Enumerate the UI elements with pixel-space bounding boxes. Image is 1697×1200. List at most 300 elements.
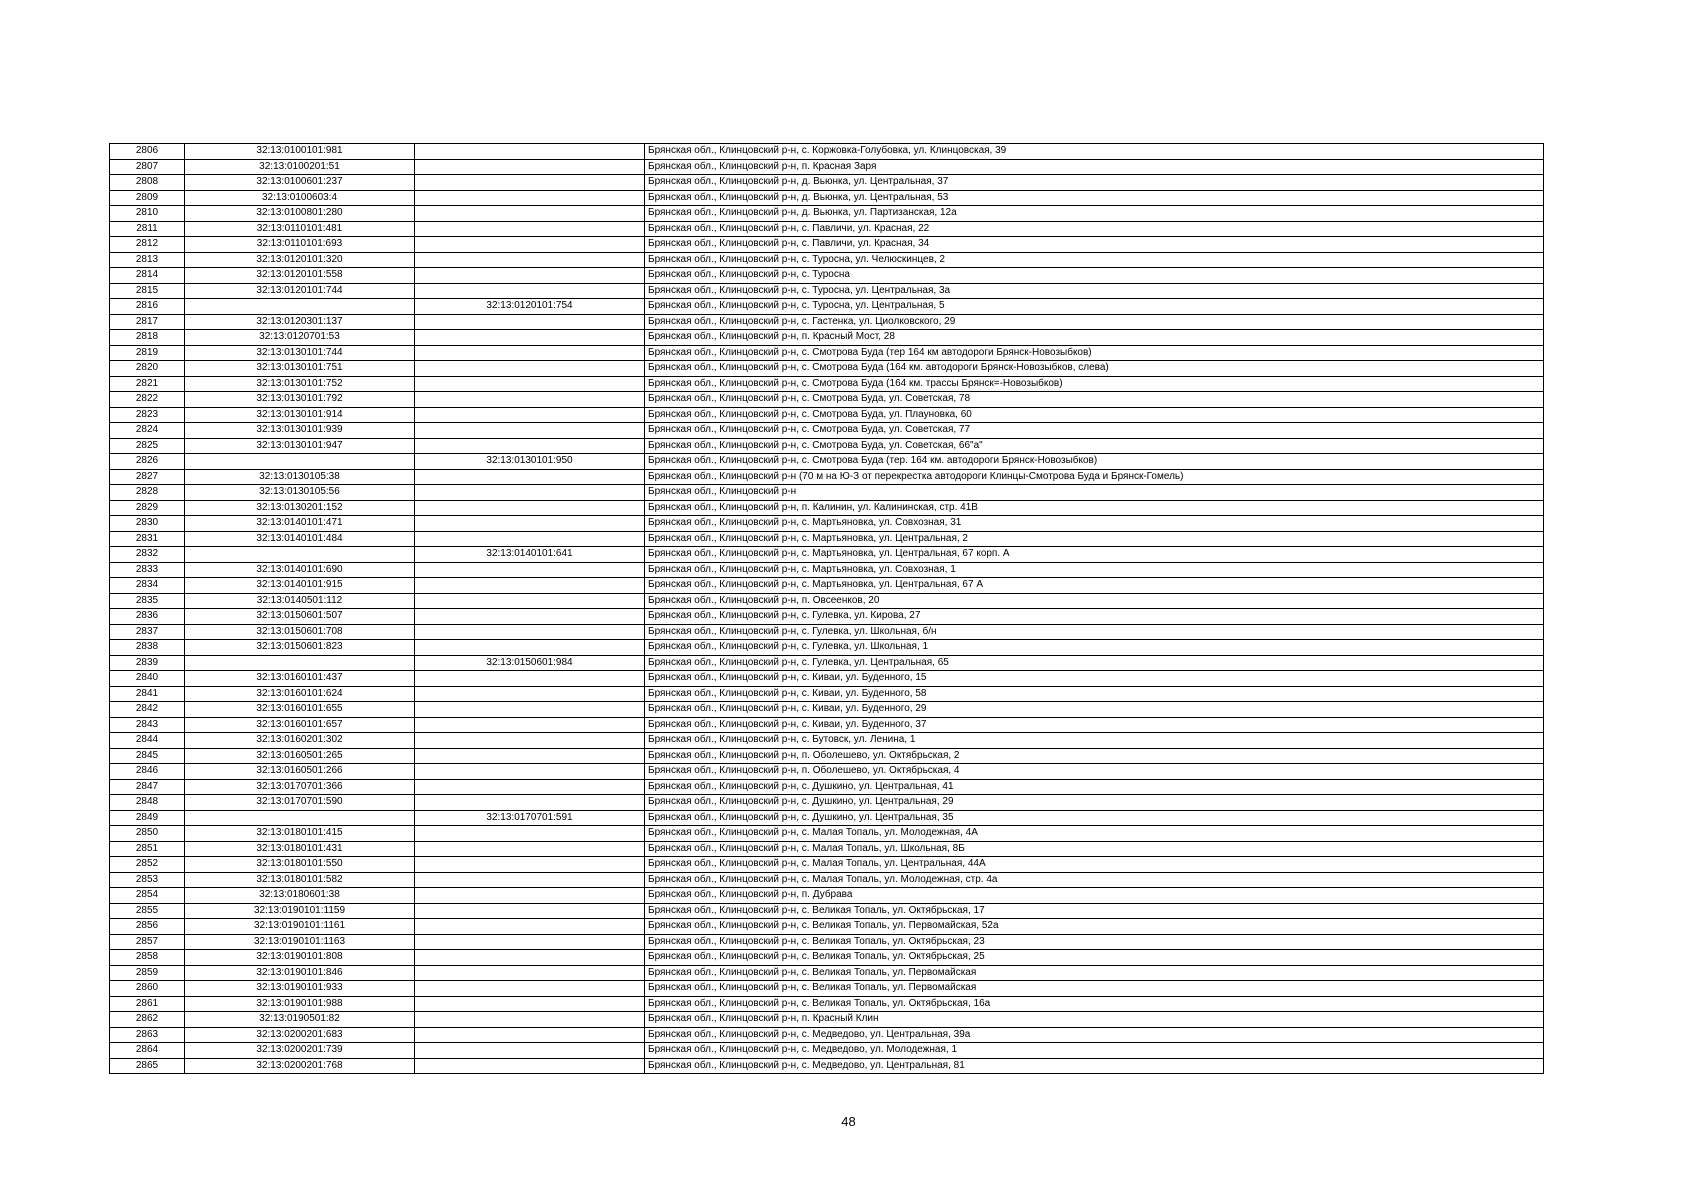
cadastral-number-alt-cell — [415, 1027, 645, 1043]
table-row — [110, 159, 1544, 175]
address-cell: Брянская обл., Клинцовский р-н (70 м на Ю-З от перекрестка автодороги Клинцы-Смотрова Буда и Брянск-Гомель) — [645, 469, 1544, 485]
cadastral-number-cell: 32:13:0130101:752 — [185, 376, 415, 392]
row-number-cell: 2844 — [110, 733, 185, 749]
cadastral-number-alt-cell — [415, 500, 645, 516]
cadastral-number-cell: 32:13:0140101:471 — [185, 516, 415, 532]
cadastral-number-alt-cell — [415, 1012, 645, 1028]
table-row — [110, 283, 1544, 299]
row-number-cell: 2827 — [110, 469, 185, 485]
table-row — [110, 810, 1544, 826]
row-number-cell: 2814 — [110, 268, 185, 284]
cadastral-number-alt-cell — [415, 950, 645, 966]
table-row — [110, 965, 1544, 981]
cadastral-number-cell: 32:13:0140101:915 — [185, 578, 415, 594]
row-number-cell: 2851 — [110, 841, 185, 857]
address-cell: Брянская обл., Клинцовский р-н, п. Овсеенков, 20 — [645, 593, 1544, 609]
cadastral-number-cell: 32:13:0120101:558 — [185, 268, 415, 284]
row-number-cell: 2812 — [110, 237, 185, 253]
cadastral-number-cell: 32:13:0130201:152 — [185, 500, 415, 516]
row-number-cell: 2823 — [110, 407, 185, 423]
table-row — [110, 345, 1544, 361]
table-row — [110, 485, 1544, 501]
cadastral-number-cell: 32:13:0200201:739 — [185, 1043, 415, 1059]
address-cell: Брянская обл., Клинцовский р-н, с. Туросна, ул. Центральная, 3а — [645, 283, 1544, 299]
address-cell: Брянская обл., Клинцовский р-н, с. Великая Топаль, ул. Октябрьская, 23 — [645, 934, 1544, 950]
cadastral-number-alt-cell — [415, 1058, 645, 1074]
row-number-cell: 2808 — [110, 175, 185, 191]
cadastral-number-alt-cell — [415, 438, 645, 454]
table-row — [110, 1043, 1544, 1059]
row-number-cell: 2821 — [110, 376, 185, 392]
cadastral-number-alt-cell — [415, 330, 645, 346]
table-row — [110, 888, 1544, 904]
address-cell: Брянская обл., Клинцовский р-н, п. Красный Мост, 28 — [645, 330, 1544, 346]
cadastral-number-alt-cell — [415, 671, 645, 687]
table-row — [110, 640, 1544, 656]
table-row — [110, 872, 1544, 888]
table-row — [110, 996, 1544, 1012]
address-cell: Брянская обл., Клинцовский р-н, п. Калинин, ул. Калининская, стр. 41В — [645, 500, 1544, 516]
cadastral-number-cell: 32:13:0130101:792 — [185, 392, 415, 408]
row-number-cell: 2825 — [110, 438, 185, 454]
table-row — [110, 655, 1544, 671]
cadastral-number-alt-cell — [415, 795, 645, 811]
row-number-cell: 2810 — [110, 206, 185, 222]
cadastral-number-cell: 32:13:0190101:846 — [185, 965, 415, 981]
table-row — [110, 717, 1544, 733]
table-row — [110, 578, 1544, 594]
address-cell: Брянская обл., Клинцовский р-н, с. Душкино, ул. Центральная, 29 — [645, 795, 1544, 811]
cadastral-number-alt-cell — [415, 624, 645, 640]
table-row — [110, 981, 1544, 997]
cadastral-number-alt-cell — [415, 872, 645, 888]
table-row — [110, 237, 1544, 253]
address-cell: Брянская обл., Клинцовский р-н, п. Красная Заря — [645, 159, 1544, 175]
row-number-cell: 2843 — [110, 717, 185, 733]
cadastral-number-cell: 32:13:0130105:38 — [185, 469, 415, 485]
row-number-cell: 2828 — [110, 485, 185, 501]
table-row — [110, 330, 1544, 346]
cadastral-number-cell: 32:13:0140101:484 — [185, 531, 415, 547]
row-number-cell: 2831 — [110, 531, 185, 547]
address-cell: Брянская обл., Клинцовский р-н, с. Туросна, ул. Центральная, 5 — [645, 299, 1544, 315]
cadastral-table — [109, 143, 1544, 1074]
row-number-cell: 2833 — [110, 562, 185, 578]
row-number-cell: 2834 — [110, 578, 185, 594]
cadastral-number-cell: 32:13:0180101:415 — [185, 826, 415, 842]
cadastral-number-cell — [185, 547, 415, 563]
table-row — [110, 376, 1544, 392]
address-cell: Брянская обл., Клинцовский р-н, с. Киваи, ул. Буденного, 29 — [645, 702, 1544, 718]
table-row — [110, 779, 1544, 795]
cadastral-number-cell — [185, 454, 415, 470]
row-number-cell: 2852 — [110, 857, 185, 873]
cadastral-number-alt-cell — [415, 919, 645, 935]
table-row — [110, 562, 1544, 578]
cadastral-number-cell: 32:13:0190101:808 — [185, 950, 415, 966]
address-cell: Брянская обл., Клинцовский р-н, с. Великая Топаль, ул. Октябрьская, 17 — [645, 903, 1544, 919]
cadastral-number-cell: 32:13:0170701:590 — [185, 795, 415, 811]
address-cell: Брянская обл., Клинцовский р-н, с. Смотрова Буда (тер 164 км автодороги Брянск-Новозыбков) — [645, 345, 1544, 361]
cadastral-number-cell: 32:13:0190101:988 — [185, 996, 415, 1012]
cadastral-number-alt-cell — [415, 934, 645, 950]
address-cell: Брянская обл., Клинцовский р-н, с. Великая Топаль, ул. Первомайская, 52а — [645, 919, 1544, 935]
cadastral-number-cell: 32:13:0100101:981 — [185, 144, 415, 160]
cadastral-number-alt-cell — [415, 159, 645, 175]
cadastral-number-alt-cell — [415, 965, 645, 981]
cadastral-number-cell: 32:13:0130101:939 — [185, 423, 415, 439]
cadastral-number-alt-cell — [415, 237, 645, 253]
address-cell: Брянская обл., Клинцовский р-н, с. Мартьяновка, ул. Центральная, 67 А — [645, 578, 1544, 594]
table-row — [110, 671, 1544, 687]
cadastral-number-cell: 32:13:0120301:137 — [185, 314, 415, 330]
cadastral-number-cell: 32:13:0110101:481 — [185, 221, 415, 237]
cadastral-number-alt-cell — [415, 779, 645, 795]
cadastral-number-cell: 32:13:0100601:237 — [185, 175, 415, 191]
row-number-cell: 2809 — [110, 190, 185, 206]
row-number-cell: 2863 — [110, 1027, 185, 1043]
cadastral-number-cell: 32:13:0170701:366 — [185, 779, 415, 795]
table-row — [110, 547, 1544, 563]
table-row — [110, 1027, 1544, 1043]
row-number-cell: 2832 — [110, 547, 185, 563]
table-row — [110, 593, 1544, 609]
cadastral-number-alt-cell — [415, 1043, 645, 1059]
cadastral-number-cell: 32:13:0190101:1161 — [185, 919, 415, 935]
row-number-cell: 2811 — [110, 221, 185, 237]
table-row — [110, 609, 1544, 625]
address-cell: Брянская обл., Клинцовский р-н, с. Малая Топаль, ул. Молодежная, стр. 4а — [645, 872, 1544, 888]
address-cell: Брянская обл., Клинцовский р-н, с. Туросна, ул. Челюскинцев, 2 — [645, 252, 1544, 268]
cadastral-number-cell: 32:13:0140101:690 — [185, 562, 415, 578]
row-number-cell: 2846 — [110, 764, 185, 780]
cadastral-number-cell: 32:13:0120101:320 — [185, 252, 415, 268]
address-cell: Брянская обл., Клинцовский р-н, с. Киваи, ул. Буденного, 58 — [645, 686, 1544, 702]
cadastral-number-alt-cell: 32:13:0170701:591 — [415, 810, 645, 826]
cadastral-number-cell: 32:13:0160101:657 — [185, 717, 415, 733]
address-cell: Брянская обл., Клинцовский р-н, с. Гулевка, ул. Школьная, 1 — [645, 640, 1544, 656]
address-cell: Брянская обл., Клинцовский р-н, д. Вьюнка, ул. Центральная, 53 — [645, 190, 1544, 206]
row-number-cell: 2816 — [110, 299, 185, 315]
cadastral-number-cell — [185, 655, 415, 671]
cadastral-number-cell: 32:13:0200201:768 — [185, 1058, 415, 1074]
cadastral-number-alt-cell — [415, 981, 645, 997]
address-cell: Брянская обл., Клинцовский р-н, с. Гулевка, ул. Кирова, 27 — [645, 609, 1544, 625]
address-cell: Брянская обл., Клинцовский р-н, с. Смотрова Буда, ул. Советская, 78 — [645, 392, 1544, 408]
row-number-cell: 2835 — [110, 593, 185, 609]
address-cell: Брянская обл., Клинцовский р-н, с. Смотрова Буда (тер. 164 км. автодороги Брянск-Новозыбков) — [645, 454, 1544, 470]
cadastral-number-cell: 32:13:0180601:38 — [185, 888, 415, 904]
cadastral-number-alt-cell — [415, 764, 645, 780]
cadastral-number-alt-cell — [415, 748, 645, 764]
address-cell: Брянская обл., Клинцовский р-н, с. Малая Топаль, ул. Центральная, 44А — [645, 857, 1544, 873]
row-number-cell: 2838 — [110, 640, 185, 656]
cadastral-number-cell: 32:13:0190101:1159 — [185, 903, 415, 919]
address-cell: Брянская обл., Клинцовский р-н, с. Павличи, ул. Красная, 22 — [645, 221, 1544, 237]
table-row — [110, 702, 1544, 718]
address-cell: Брянская обл., Клинцовский р-н, с. Киваи, ул. Буденного, 15 — [645, 671, 1544, 687]
cadastral-number-cell: 32:13:0190101:933 — [185, 981, 415, 997]
cadastral-number-cell: 32:13:0160101:624 — [185, 686, 415, 702]
address-cell: Брянская обл., Клинцовский р-н — [645, 485, 1544, 501]
table-row — [110, 934, 1544, 950]
row-number-cell: 2819 — [110, 345, 185, 361]
address-cell: Брянская обл., Клинцовский р-н, с. Малая Топаль, ул. Школьная, 8Б — [645, 841, 1544, 857]
address-cell: Брянская обл., Клинцовский р-н, с. Великая Топаль, ул. Первомайская — [645, 981, 1544, 997]
address-cell: Брянская обл., Клинцовский р-н, п. Оболешево, ул. Октябрьская, 4 — [645, 764, 1544, 780]
row-number-cell: 2806 — [110, 144, 185, 160]
row-number-cell: 2845 — [110, 748, 185, 764]
address-cell: Брянская обл., Клинцовский р-н, д. Вьюнка, ул. Партизанская, 12а — [645, 206, 1544, 222]
cadastral-number-alt-cell — [415, 531, 645, 547]
address-cell: Брянская обл., Клинцовский р-н, с. Медведово, ул. Центральная, 39а — [645, 1027, 1544, 1043]
address-cell: Брянская обл., Клинцовский р-н, с. Смотрова Буда, ул. Советская, 66"а" — [645, 438, 1544, 454]
table-row — [110, 733, 1544, 749]
table-row — [110, 392, 1544, 408]
cadastral-number-alt-cell — [415, 252, 645, 268]
row-number-cell: 2807 — [110, 159, 185, 175]
cadastral-number-cell: 32:13:0130101:744 — [185, 345, 415, 361]
table-row — [110, 221, 1544, 237]
cadastral-number-alt-cell — [415, 361, 645, 377]
cadastral-number-cell: 32:13:0100603:4 — [185, 190, 415, 206]
cadastral-number-alt-cell — [415, 609, 645, 625]
table-row — [110, 206, 1544, 222]
row-number-cell: 2854 — [110, 888, 185, 904]
table-row — [110, 686, 1544, 702]
row-number-cell: 2836 — [110, 609, 185, 625]
table-row — [110, 1058, 1544, 1074]
cadastral-number-cell: 32:13:0150601:507 — [185, 609, 415, 625]
cadastral-number-alt-cell: 32:13:0150601:984 — [415, 655, 645, 671]
row-number-cell: 2861 — [110, 996, 185, 1012]
cadastral-number-alt-cell — [415, 733, 645, 749]
cadastral-number-cell: 32:13:0190101:1163 — [185, 934, 415, 950]
table-row — [110, 841, 1544, 857]
cadastral-number-alt-cell — [415, 888, 645, 904]
cadastral-number-alt-cell — [415, 190, 645, 206]
table-row — [110, 268, 1544, 284]
table-row — [110, 314, 1544, 330]
address-cell: Брянская обл., Клинцовский р-н, с. Смотрова Буда (164 км. трассы Брянск=-Новозыбков) — [645, 376, 1544, 392]
cadastral-number-cell: 32:13:0100201:51 — [185, 159, 415, 175]
row-number-cell: 2858 — [110, 950, 185, 966]
address-cell: Брянская обл., Клинцовский р-н, с. Медведово, ул. Центральная, 81 — [645, 1058, 1544, 1074]
address-cell: Брянская обл., Клинцовский р-н, с. Гулевка, ул. Центральная, 65 — [645, 655, 1544, 671]
cadastral-number-cell: 32:13:0160501:265 — [185, 748, 415, 764]
address-cell: Брянская обл., Клинцовский р-н, с. Мартьяновка, ул. Центральная, 2 — [645, 531, 1544, 547]
address-cell: Брянская обл., Клинцовский р-н, с. Великая Топаль, ул. Октябрьская, 25 — [645, 950, 1544, 966]
cadastral-number-cell: 32:13:0120701:53 — [185, 330, 415, 346]
cadastral-number-alt-cell — [415, 345, 645, 361]
cadastral-number-cell: 32:13:0160101:437 — [185, 671, 415, 687]
cadastral-number-alt-cell — [415, 996, 645, 1012]
row-number-cell: 2817 — [110, 314, 185, 330]
cadastral-number-cell: 32:13:0180101:550 — [185, 857, 415, 873]
row-number-cell: 2813 — [110, 252, 185, 268]
row-number-cell: 2842 — [110, 702, 185, 718]
row-number-cell: 2841 — [110, 686, 185, 702]
cadastral-number-alt-cell — [415, 485, 645, 501]
table-row — [110, 454, 1544, 470]
row-number-cell: 2847 — [110, 779, 185, 795]
cadastral-number-alt-cell: 32:13:0130101:950 — [415, 454, 645, 470]
cadastral-number-cell: 32:13:0150601:708 — [185, 624, 415, 640]
cadastral-number-alt-cell: 32:13:0140101:641 — [415, 547, 645, 563]
cadastral-number-alt-cell — [415, 686, 645, 702]
row-number-cell: 2848 — [110, 795, 185, 811]
table-row — [110, 764, 1544, 780]
table-row — [110, 826, 1544, 842]
cadastral-number-alt-cell — [415, 578, 645, 594]
cadastral-number-alt-cell — [415, 392, 645, 408]
address-cell: Брянская обл., Клинцовский р-н, с. Гастенка, ул. Циолковского, 29 — [645, 314, 1544, 330]
cadastral-number-alt-cell — [415, 857, 645, 873]
address-cell: Брянская обл., Клинцовский р-н, с. Малая Топаль, ул. Молодежная, 4А — [645, 826, 1544, 842]
cadastral-number-alt-cell — [415, 221, 645, 237]
cadastral-number-alt-cell: 32:13:0120101:754 — [415, 299, 645, 315]
cadastral-number-alt-cell — [415, 903, 645, 919]
cadastral-number-cell: 32:13:0150601:823 — [185, 640, 415, 656]
cadastral-number-alt-cell — [415, 423, 645, 439]
table-row — [110, 857, 1544, 873]
address-cell: Брянская обл., Клинцовский р-н, с. Киваи, ул. Буденного, 37 — [645, 717, 1544, 733]
table-row — [110, 299, 1544, 315]
cadastral-number-cell: 32:13:0130101:751 — [185, 361, 415, 377]
table-row — [110, 423, 1544, 439]
row-number-cell: 2860 — [110, 981, 185, 997]
cadastral-number-cell: 32:13:0180101:431 — [185, 841, 415, 857]
address-cell: Брянская обл., Клинцовский р-н, с. Медведово, ул. Молодежная, 1 — [645, 1043, 1544, 1059]
cadastral-number-alt-cell — [415, 268, 645, 284]
table-row — [110, 748, 1544, 764]
address-cell: Брянская обл., Клинцовский р-н, с. Душкино, ул. Центральная, 35 — [645, 810, 1544, 826]
cadastral-number-alt-cell — [415, 175, 645, 191]
address-cell: Брянская обл., Клинцовский р-н, п. Дубрава — [645, 888, 1544, 904]
table-row — [110, 1012, 1544, 1028]
cadastral-number-cell: 32:13:0130105:56 — [185, 485, 415, 501]
row-number-cell: 2856 — [110, 919, 185, 935]
table-row — [110, 361, 1544, 377]
address-cell: Брянская обл., Клинцовский р-н, с. Великая Топаль, ул. Первомайская — [645, 965, 1544, 981]
address-cell: Брянская обл., Клинцовский р-н, с. Мартьяновка, ул. Совхозная, 1 — [645, 562, 1544, 578]
cadastral-number-alt-cell — [415, 283, 645, 299]
table-row — [110, 144, 1544, 160]
cadastral-number-alt-cell — [415, 593, 645, 609]
address-cell: Брянская обл., Клинцовский р-н, с. Туросна — [645, 268, 1544, 284]
table-row — [110, 407, 1544, 423]
address-cell: Брянская обл., Клинцовский р-н, с. Смотрова Буда (164 км. автодороги Брянск-Новозыбков, слева) — [645, 361, 1544, 377]
address-cell: Брянская обл., Клинцовский р-н, с. Бутовск, ул. Ленина, 1 — [645, 733, 1544, 749]
cadastral-number-cell: 32:13:0180101:582 — [185, 872, 415, 888]
page-number: 48 — [841, 1114, 856, 1129]
row-number-cell: 2826 — [110, 454, 185, 470]
row-number-cell: 2857 — [110, 934, 185, 950]
cadastral-number-alt-cell — [415, 407, 645, 423]
cadastral-number-alt-cell — [415, 314, 645, 330]
cadastral-number-alt-cell — [415, 640, 645, 656]
cadastral-number-cell: 32:13:0160101:655 — [185, 702, 415, 718]
cadastral-number-cell: 32:13:0100801:280 — [185, 206, 415, 222]
row-number-cell: 2818 — [110, 330, 185, 346]
address-cell: Брянская обл., Клинцовский р-н, д. Вьюнка, ул. Центральная, 37 — [645, 175, 1544, 191]
row-number-cell: 2859 — [110, 965, 185, 981]
table-row — [110, 500, 1544, 516]
address-cell: Брянская обл., Клинцовский р-н, с. Смотрова Буда, ул. Плауновка, 60 — [645, 407, 1544, 423]
cadastral-number-alt-cell — [415, 562, 645, 578]
table-row — [110, 531, 1544, 547]
cadastral-number-alt-cell — [415, 469, 645, 485]
cadastral-number-cell: 32:13:0110101:693 — [185, 237, 415, 253]
table-row — [110, 795, 1544, 811]
cadastral-number-alt-cell — [415, 826, 645, 842]
address-cell: Брянская обл., Клинцовский р-н, с. Мартьяновка, ул. Центральная, 67 корп. А — [645, 547, 1544, 563]
cadastral-number-cell: 32:13:0140501:112 — [185, 593, 415, 609]
address-cell: Брянская обл., Клинцовский р-н, с. Павличи, ул. Красная, 34 — [645, 237, 1544, 253]
cadastral-number-alt-cell — [415, 516, 645, 532]
row-number-cell: 2849 — [110, 810, 185, 826]
address-cell: Брянская обл., Клинцовский р-н, с. Великая Топаль, ул. Октябрьская, 16а — [645, 996, 1544, 1012]
table-row — [110, 624, 1544, 640]
cadastral-number-cell: 32:13:0130101:947 — [185, 438, 415, 454]
row-number-cell: 2853 — [110, 872, 185, 888]
address-cell: Брянская обл., Клинцовский р-н, с. Коржовка-Голубовка, ул. Клинцовская, 39 — [645, 144, 1544, 160]
table-row — [110, 903, 1544, 919]
address-cell: Брянская обл., Клинцовский р-н, с. Душкино, ул. Центральная, 41 — [645, 779, 1544, 795]
cadastral-number-cell: 32:13:0120101:744 — [185, 283, 415, 299]
cadastral-number-alt-cell — [415, 702, 645, 718]
table-row — [110, 252, 1544, 268]
cadastral-number-alt-cell — [415, 144, 645, 160]
row-number-cell: 2839 — [110, 655, 185, 671]
row-number-cell: 2829 — [110, 500, 185, 516]
row-number-cell: 2837 — [110, 624, 185, 640]
table-row — [110, 190, 1544, 206]
cadastral-number-alt-cell — [415, 717, 645, 733]
cadastral-number-cell — [185, 810, 415, 826]
row-number-cell: 2820 — [110, 361, 185, 377]
table-row — [110, 950, 1544, 966]
table-row — [110, 175, 1544, 191]
row-number-cell: 2850 — [110, 826, 185, 842]
row-number-cell: 2824 — [110, 423, 185, 439]
cadastral-number-alt-cell — [415, 841, 645, 857]
table-row — [110, 438, 1544, 454]
table-row — [110, 919, 1544, 935]
row-number-cell: 2865 — [110, 1058, 185, 1074]
cadastral-number-cell: 32:13:0200201:683 — [185, 1027, 415, 1043]
address-cell: Брянская обл., Клинцовский р-н, п. Красный Клин — [645, 1012, 1544, 1028]
address-cell: Брянская обл., Клинцовский р-н, с. Смотрова Буда, ул. Советская, 77 — [645, 423, 1544, 439]
cadastral-number-cell: 32:13:0190501:82 — [185, 1012, 415, 1028]
row-number-cell: 2855 — [110, 903, 185, 919]
table-body — [110, 144, 1544, 1074]
address-cell: Брянская обл., Клинцовский р-н, п. Оболешево, ул. Октябрьская, 2 — [645, 748, 1544, 764]
row-number-cell: 2864 — [110, 1043, 185, 1059]
row-number-cell: 2815 — [110, 283, 185, 299]
address-cell: Брянская обл., Клинцовский р-н, с. Гулевка, ул. Школьная, б/н — [645, 624, 1544, 640]
row-number-cell: 2862 — [110, 1012, 185, 1028]
cadastral-number-cell: 32:13:0160501:266 — [185, 764, 415, 780]
cadastral-number-alt-cell — [415, 376, 645, 392]
row-number-cell: 2840 — [110, 671, 185, 687]
cadastral-number-cell: 32:13:0160201:302 — [185, 733, 415, 749]
table-row — [110, 516, 1544, 532]
row-number-cell: 2830 — [110, 516, 185, 532]
row-number-cell: 2822 — [110, 392, 185, 408]
table-row — [110, 469, 1544, 485]
cadastral-number-cell: 32:13:0130101:914 — [185, 407, 415, 423]
